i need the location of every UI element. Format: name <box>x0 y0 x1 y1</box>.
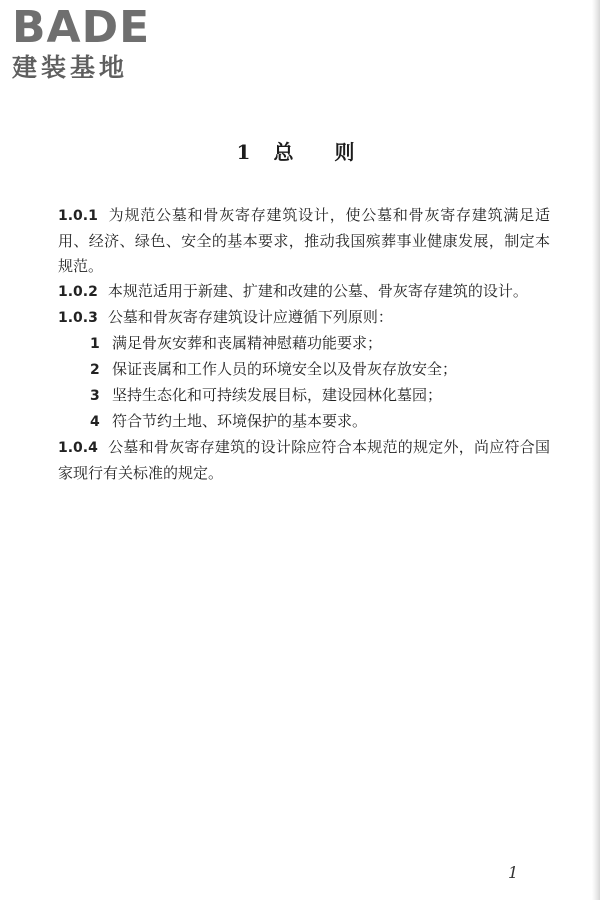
page-edge-shadow <box>592 0 600 900</box>
chapter-title-char-2: 则 <box>334 140 356 164</box>
item-text: 保证丧属和工作人员的环境安全以及骨灰存放安全； <box>112 360 458 378</box>
item-number: 1 <box>90 336 100 352</box>
item-number: 3 <box>90 388 100 404</box>
list-item <box>58 383 550 409</box>
clause-1-0-2 <box>58 279 550 305</box>
clause-number: 1.0.1 <box>58 208 98 224</box>
logo-brand <box>12 2 182 53</box>
item-number: 2 <box>90 362 100 378</box>
clause-number: 1.0.4 <box>58 440 98 456</box>
clause-text: 公墓和骨灰寄存建筑设计应遵循下列原则： <box>107 308 393 326</box>
clause-text: 公墓和骨灰寄存建筑的设计除应符合本规范的规定外，尚应符合国家现行有关标准的规定。 <box>58 438 550 482</box>
clause-text: 为规范公墓和骨灰寄存建筑设计，使公墓和骨灰寄存建筑满足适用、经济、绿色、安全的基本要求，推动我国殡葬事业健康发展，制定本规范。 <box>58 206 550 275</box>
item-text: 满足骨灰安葬和丧属精神慰藉功能要求； <box>112 334 383 352</box>
list-item <box>58 357 550 383</box>
clause-1-0-1 <box>58 203 550 279</box>
item-text: 坚持生态化和可持续发展目标，建设园林化墓园； <box>112 386 443 404</box>
chapter-number: 1 <box>236 140 252 164</box>
clause-number: 1.0.2 <box>58 284 98 300</box>
list-item <box>58 409 550 435</box>
logo-subtitle: 建装基地 <box>12 53 129 82</box>
chapter-body <box>58 203 550 486</box>
chapter-title <box>0 136 592 165</box>
chapter-title-char-1: 总 <box>273 140 295 164</box>
logo-brand-text: BADE <box>12 2 151 53</box>
clause-1-0-3 <box>58 305 550 331</box>
clause-number: 1.0.3 <box>58 310 98 326</box>
clause-text: 本规范适用于新建、扩建和改建的公墓、骨灰寄存建筑的设计。 <box>107 282 528 300</box>
item-number: 4 <box>90 414 100 430</box>
list-item <box>58 331 550 357</box>
clause-1-0-4 <box>58 435 550 486</box>
bade-logo <box>12 2 182 82</box>
item-text: 符合节约土地、环境保护的基本要求。 <box>112 412 368 430</box>
page-number: 1 <box>508 863 519 882</box>
